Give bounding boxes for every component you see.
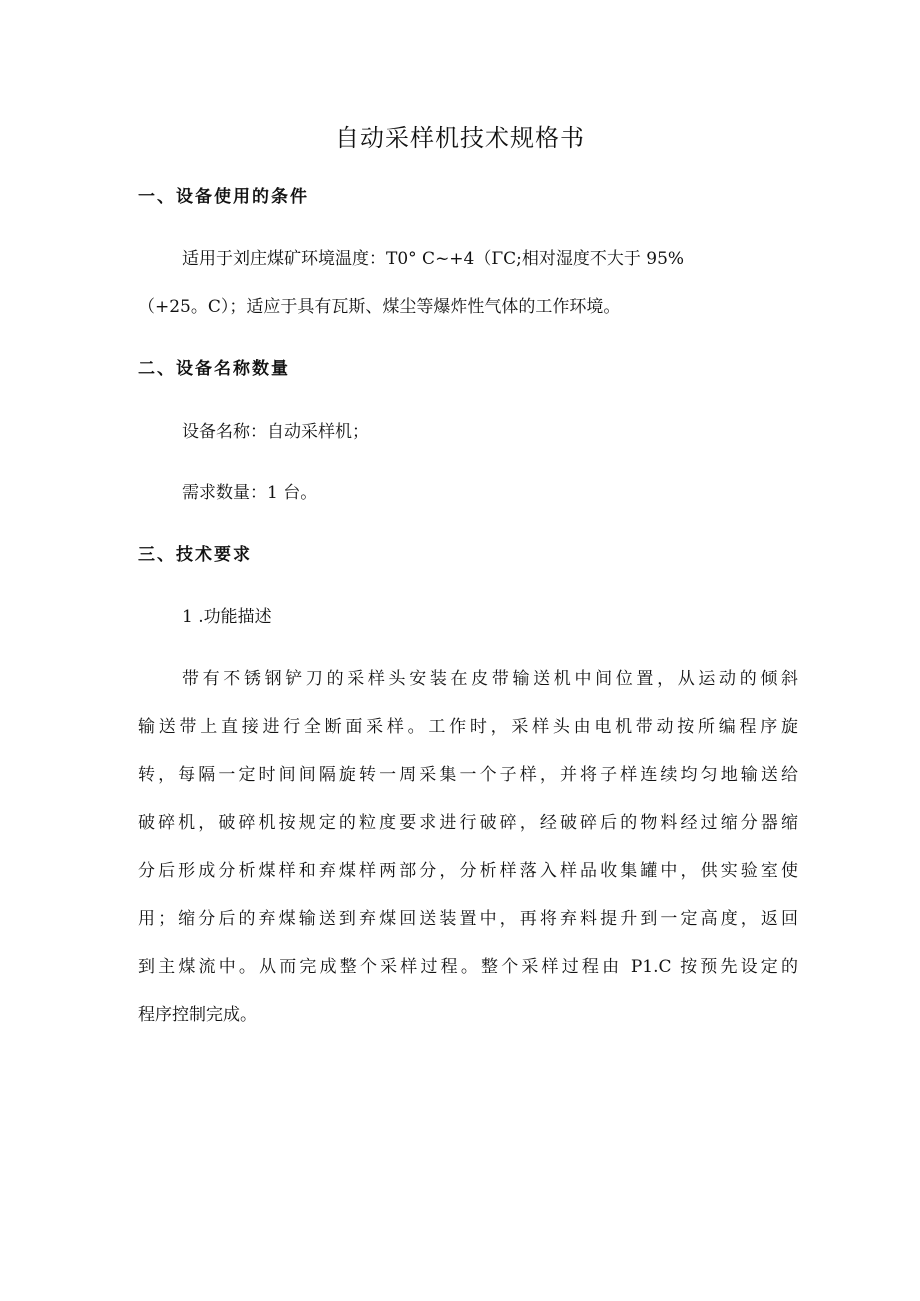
section-heading-technical: 三、技术要求 bbox=[138, 545, 252, 565]
quantity-line: 需求数量：1 台。 bbox=[182, 483, 318, 503]
paragraph-line-7: 到主煤流中。从而完成整个采样过程。整个采样过程由 P1.C 按预先设定的 bbox=[138, 957, 798, 977]
paragraph-line-4: 破碎机，破碎机按规定的粒度要求进行破碎，经破碎后的物料经过缩分器缩 bbox=[138, 813, 798, 833]
document-title: 自动采样机技术规格书 bbox=[335, 124, 585, 152]
paragraph-line-8: 程序控制完成。 bbox=[138, 1005, 257, 1025]
paragraph-line-3: 转，每隔一定时间间隔旋转一周采集一个子样，并将子样连续均匀地输送给 bbox=[138, 765, 798, 785]
paragraph-line-5: 分后形成分析煤样和弃煤样两部分，分析样落入样品收集罐中，供实验室使 bbox=[138, 861, 798, 881]
paragraph-line-1: 带有不锈钢铲刀的采样头安装在皮带输送机中间位置，从运动的倾斜 bbox=[182, 669, 798, 689]
conditions-line-1: 适用于刘庄煤矿环境温度：T0° C~+4（ΓC;相对湿度不大于 95% bbox=[182, 249, 685, 269]
paragraph-line-6: 用；缩分后的弃煤输送到弃煤回送装置中，再将弃料提升到一定高度，返回 bbox=[138, 909, 798, 929]
paragraph-line-2: 输送带上直接进行全断面采样。工作时，采样头由电机带动按所编程序旋 bbox=[138, 717, 798, 737]
section-heading-name-quantity: 二、设备名称数量 bbox=[138, 359, 290, 379]
equipment-name-line: 设备名称：自动采样机； bbox=[182, 422, 369, 442]
subheading-function: 1 .功能描述 bbox=[182, 607, 272, 627]
section-heading-conditions: 一、设备使用的条件 bbox=[138, 187, 309, 207]
conditions-line-2: （+25。C）；适应于具有瓦斯、煤尘等爆炸性气体的工作环境。 bbox=[138, 297, 621, 317]
